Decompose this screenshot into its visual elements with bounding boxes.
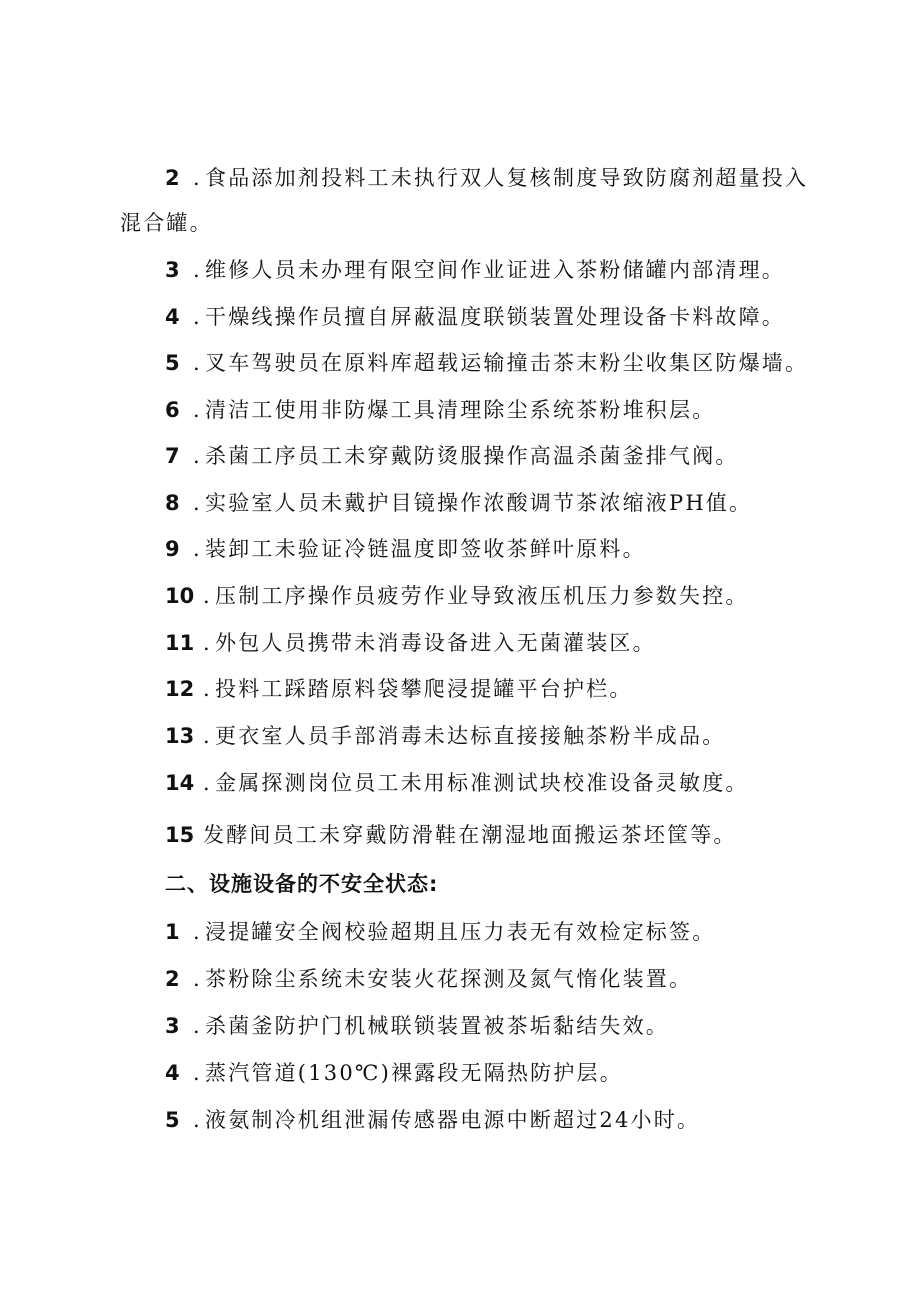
item-separator: . xyxy=(193,166,200,190)
item-number: 5 xyxy=(165,351,180,375)
item-text: 装卸工未验证冷链温度即签收茶鲜叶原料。 xyxy=(205,537,646,561)
item-number: 3 xyxy=(165,1014,180,1038)
item-number: 10 xyxy=(165,584,195,608)
item-number: 9 xyxy=(165,537,180,561)
list-item xyxy=(165,964,692,994)
item-text: 杀菌釜防护门机械联锁装置被茶垢黏结失效。 xyxy=(205,1014,669,1038)
item-number: 14 xyxy=(165,771,195,795)
item-text: 混合罐。 xyxy=(120,211,213,235)
item-number: 2 xyxy=(165,967,180,991)
item-text: 浸提罐安全阀校验超期且压力表无有效检定标签。 xyxy=(205,920,716,944)
item-number: 13 xyxy=(165,724,195,748)
item-separator: . xyxy=(193,444,200,468)
item-number: 3 xyxy=(165,258,180,282)
item-text: 更衣室人员手部消毒未达标直接接触茶粉半成品。 xyxy=(215,724,726,748)
item-separator: . xyxy=(193,1014,200,1038)
list-item xyxy=(165,163,808,193)
item-number: 7 xyxy=(165,444,180,468)
item-text: 维修人员未办理有限空间作业证进入茶粉储罐内部清理。 xyxy=(205,258,785,282)
item-number: 2 xyxy=(165,166,180,190)
item-number: 4 xyxy=(165,1061,180,1085)
item-text: 投料工踩踏原料袋攀爬浸提罐平台护栏。 xyxy=(215,677,633,701)
list-item xyxy=(165,1105,700,1135)
item-separator: . xyxy=(203,584,210,608)
item-separator: . xyxy=(203,771,210,795)
item-separator: . xyxy=(193,1061,200,1085)
list-item xyxy=(165,581,749,611)
list-item xyxy=(165,302,785,332)
item-text: 蒸汽管道(130℃)裸露段无隔热防护层。 xyxy=(205,1061,623,1085)
list-item xyxy=(165,534,646,564)
list-item xyxy=(165,1058,623,1088)
item-separator: . xyxy=(193,537,200,561)
item-separator: . xyxy=(193,351,200,375)
item-separator: . xyxy=(203,631,210,655)
list-item xyxy=(165,255,785,285)
item-number: 1 xyxy=(165,920,180,944)
item-separator: . xyxy=(193,258,200,282)
item-number: 4 xyxy=(165,305,180,329)
item-number: 11 xyxy=(165,631,195,655)
item-number: 8 xyxy=(165,491,180,515)
item-separator: . xyxy=(193,967,200,991)
item-text: 食品添加剂投料工未执行双人复核制度导致防腐剂超量投入 xyxy=(205,166,809,190)
list-item xyxy=(165,488,752,518)
item-text: 外包人员携带未消毒设备进入无菌灌装区。 xyxy=(215,631,656,655)
list-item xyxy=(165,441,739,471)
item-text: 杀菌工序员工未穿戴防烫服操作高温杀菌釜排气阀。 xyxy=(205,444,739,468)
item-text: 金属探测岗位员工未用标准测试块校准设备灵敏度。 xyxy=(215,771,749,795)
item-number: 5 xyxy=(165,1108,180,1132)
item-separator: . xyxy=(193,491,200,515)
item-text: 液氨制冷机组泄漏传感器电源中断超过24小时。 xyxy=(205,1108,701,1132)
item-separator: . xyxy=(203,724,210,748)
list-item xyxy=(165,674,633,704)
item-number: 15 xyxy=(165,823,195,847)
list-item xyxy=(165,768,749,798)
item-text: 干燥线操作员擅自屏蔽温度联锁装置处理设备卡料故障。 xyxy=(205,305,785,329)
item-text: 压制工序操作员疲劳作业导致液压机压力参数失控。 xyxy=(215,584,749,608)
list-item xyxy=(165,721,725,751)
item-separator: . xyxy=(193,920,200,944)
item-separator: . xyxy=(193,1108,200,1132)
item-text: 实验室人员未戴护目镜操作浓酸调节茶浓缩液PH值。 xyxy=(205,491,753,515)
item-separator: . xyxy=(193,398,200,422)
list-item xyxy=(165,348,808,378)
list-item xyxy=(165,820,737,850)
item-text: 发酵间员工未穿戴防滑鞋在潮湿地面搬运茶坯筐等。 xyxy=(203,823,737,847)
item-number: 12 xyxy=(165,677,195,701)
item-text: 清洁工使用非防爆工具清理除尘系统茶粉堆积层。 xyxy=(205,398,716,422)
list-item-continuation xyxy=(120,208,213,238)
list-item xyxy=(165,1011,669,1041)
list-item xyxy=(165,628,656,658)
item-text: 茶粉除尘系统未安装火花探测及氮气惰化装置。 xyxy=(205,967,693,991)
item-number: 6 xyxy=(165,398,180,422)
item-text: 叉车驾驶员在原料库超载运输撞击茶末粉尘收集区防爆墙。 xyxy=(205,351,809,375)
item-separator: . xyxy=(193,305,200,329)
section-heading: 二、设施设备的不安全状态: xyxy=(165,872,439,896)
item-separator: . xyxy=(203,677,210,701)
list-item xyxy=(165,917,715,947)
list-item xyxy=(165,395,715,425)
